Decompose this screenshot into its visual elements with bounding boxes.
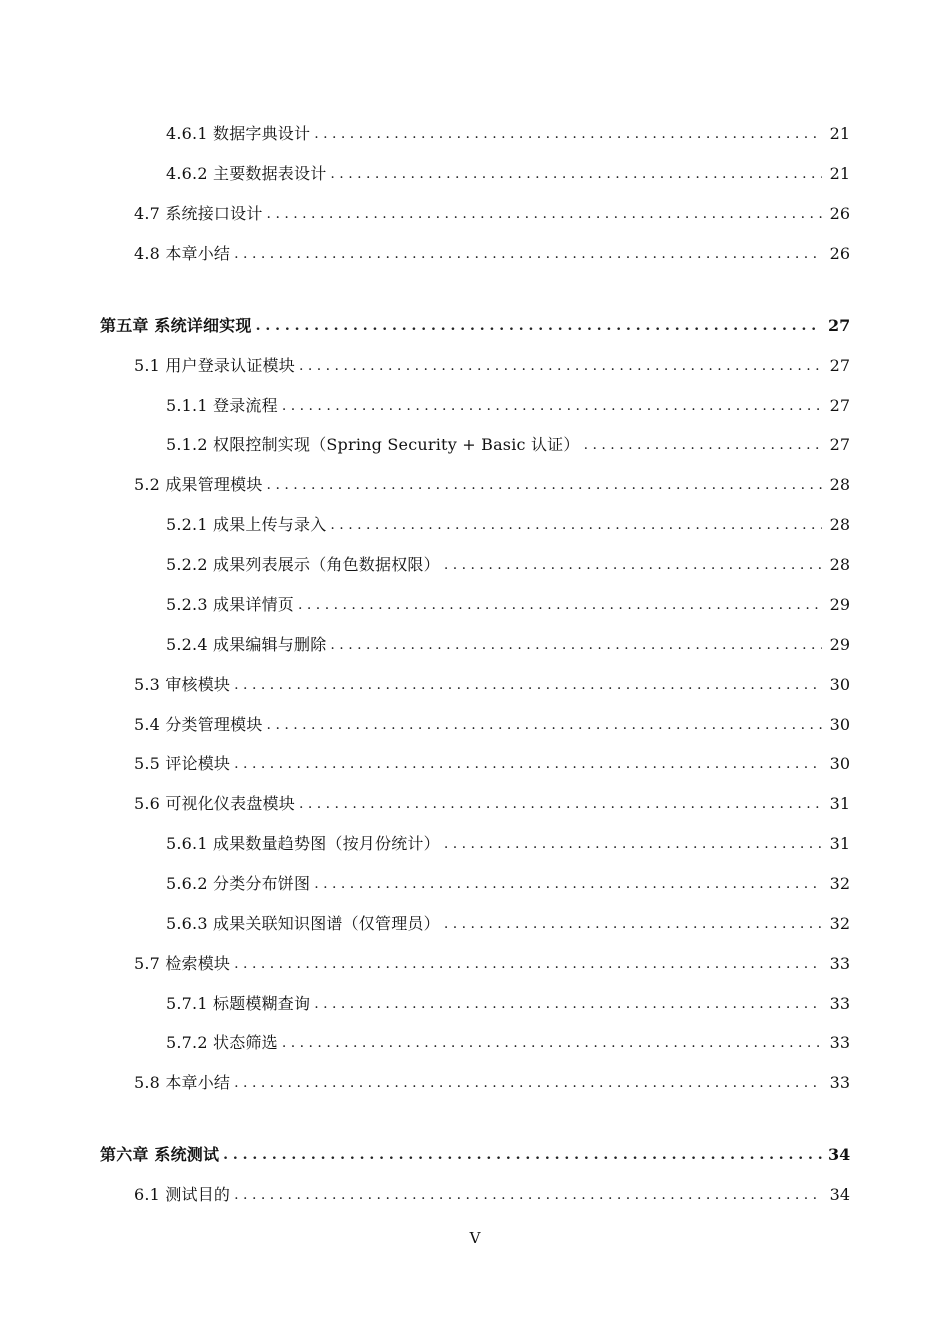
toc-entry-4-6-2[interactable]	[166, 162, 850, 186]
toc-entry-5-6-3[interactable]	[166, 912, 850, 936]
toc-entry-5-6-1[interactable]	[166, 832, 850, 856]
toc-entry-title: 4.7 系统接口设计	[134, 204, 263, 223]
toc-leader-dots	[267, 202, 822, 226]
toc-entry-6-1[interactable]	[134, 1183, 850, 1207]
toc-leader-dots	[299, 354, 822, 378]
toc-leader-dots	[223, 1143, 822, 1167]
toc-entry-title: 4.6.2 主要数据表设计	[166, 164, 327, 183]
toc-leader-dots	[444, 912, 822, 936]
toc-entry-5-1-2[interactable]	[166, 433, 850, 457]
toc-entry-page: 27	[829, 435, 850, 454]
toc-entry-page: 27	[829, 396, 850, 415]
toc-entry-page: 31	[829, 794, 850, 813]
toc-entry-page: 28	[829, 475, 850, 494]
toc-entry-title: 5.8 本章小结	[134, 1073, 231, 1092]
toc-entry-5-6-2[interactable]	[166, 872, 850, 896]
page-number: V	[469, 1229, 481, 1247]
toc-leader-dots	[330, 162, 822, 186]
toc-entry-5-1[interactable]	[134, 354, 850, 378]
toc-leader-dots	[444, 553, 822, 577]
toc-entry-page: 32	[829, 874, 850, 893]
toc-entry-page: 30	[829, 675, 850, 694]
toc-leader-dots	[330, 513, 822, 537]
toc-entry-5-5[interactable]	[134, 752, 850, 776]
toc-entry-title: 第六章 系统测试	[100, 1145, 220, 1164]
toc-leader-dots	[330, 633, 822, 657]
toc-entry-page: 30	[829, 754, 850, 773]
toc-entry-title: 5.7.1 标题模糊查询	[166, 994, 311, 1013]
toc-entry-title: 5.2 成果管理模块	[134, 475, 263, 494]
toc-entry-title: 5.7.2 状态筛选	[166, 1033, 278, 1052]
toc-entry-5-2-2[interactable]	[166, 553, 850, 577]
toc-entry-5-8[interactable]	[134, 1071, 850, 1095]
toc-leader-dots	[234, 673, 822, 697]
toc-entry-title: 5.4 分类管理模块	[134, 715, 263, 734]
toc-entry-page: 30	[829, 715, 850, 734]
toc-entry-title: 5.6 可视化仪表盘模块	[134, 794, 295, 813]
toc-entry-title: 5.1.2 权限控制实现（Spring Security + Basic 认证）	[166, 435, 580, 454]
toc-entry-title: 5.2.3 成果详情页	[166, 595, 294, 614]
toc-entry-chapter-5[interactable]	[100, 314, 850, 338]
toc-entry-title: 5.6.1 成果数量趋势图（按月份统计）	[166, 834, 440, 853]
toc-entry-page: 27	[829, 356, 850, 375]
toc-entry-title: 5.7 检索模块	[134, 954, 231, 973]
toc-leader-dots	[234, 752, 822, 776]
toc-entry-title: 5.2.4 成果编辑与删除	[166, 635, 327, 654]
toc-entry-5-7-2[interactable]	[166, 1031, 850, 1055]
toc-leader-dots	[299, 792, 822, 816]
toc-entry-page: 29	[829, 635, 850, 654]
toc-entry-page: 26	[829, 244, 850, 263]
toc-leader-dots	[282, 394, 822, 418]
toc-entry-title: 5.1 用户登录认证模块	[134, 356, 295, 375]
toc-leader-dots	[234, 952, 822, 976]
toc-entry-page: 26	[829, 204, 850, 223]
toc-entry-page: 32	[829, 914, 850, 933]
toc-entry-title: 5.1.1 登录流程	[166, 396, 278, 415]
toc-entry-title: 5.3 审核模块	[134, 675, 231, 694]
toc-entry-title: 4.6.1 数据字典设计	[166, 124, 311, 143]
toc-entry-page: 28	[829, 555, 850, 574]
toc-entry-page: 21	[829, 164, 850, 183]
toc-entry-title: 第五章 系统详细实现	[100, 316, 252, 335]
toc-leader-dots	[234, 1071, 822, 1095]
toc-entry-4-7[interactable]	[134, 202, 850, 226]
toc-leader-dots	[314, 992, 822, 1016]
toc-entry-title: 6.1 测试目的	[134, 1185, 231, 1204]
toc-leader-dots	[234, 1183, 822, 1207]
toc-entry-5-2[interactable]	[134, 473, 850, 497]
toc-leader-dots	[314, 122, 822, 146]
toc-entry-chapter-6[interactable]	[100, 1143, 850, 1167]
toc-entry-5-2-4[interactable]	[166, 633, 850, 657]
toc-leader-dots	[256, 314, 822, 338]
toc-entry-5-2-3[interactable]	[166, 593, 850, 617]
toc-leader-dots	[298, 593, 822, 617]
toc-leader-dots	[584, 433, 822, 457]
toc-leader-dots	[314, 872, 822, 896]
toc-entry-5-6[interactable]	[134, 792, 850, 816]
toc-entry-title: 5.2.1 成果上传与录入	[166, 515, 327, 534]
toc-entry-page: 34	[828, 1145, 851, 1164]
toc-entry-title: 5.6.2 分类分布饼图	[166, 874, 311, 893]
toc-entry-page: 33	[829, 954, 850, 973]
toc-leader-dots	[267, 473, 822, 497]
toc-entry-page: 33	[829, 1073, 850, 1092]
toc-entry-page: 28	[829, 515, 850, 534]
toc-entry-5-4[interactable]	[134, 713, 850, 737]
toc-entry-page: 29	[829, 595, 850, 614]
toc-entry-title: 5.5 评论模块	[134, 754, 231, 773]
toc-entry-4-6-1[interactable]	[166, 122, 850, 146]
toc-entry-page: 21	[829, 124, 850, 143]
toc-entry-5-2-1[interactable]	[166, 513, 850, 537]
toc-entry-4-8[interactable]	[134, 242, 850, 266]
toc-entry-title: 5.2.2 成果列表展示（角色数据权限）	[166, 555, 440, 574]
toc-entry-page: 27	[828, 316, 851, 335]
toc-entry-5-7[interactable]	[134, 952, 850, 976]
toc-entry-5-3[interactable]	[134, 673, 850, 697]
toc-entry-5-1-1[interactable]	[166, 394, 850, 418]
toc-entry-5-7-1[interactable]	[166, 992, 850, 1016]
toc-leader-dots	[234, 242, 822, 266]
toc-entry-page: 34	[829, 1185, 850, 1204]
toc-leader-dots	[267, 713, 822, 737]
toc-leader-dots	[444, 832, 822, 856]
toc-entry-page: 33	[829, 994, 850, 1013]
toc-entry-page: 33	[829, 1033, 850, 1052]
toc-entry-title: 4.8 本章小结	[134, 244, 231, 263]
toc-leader-dots	[282, 1031, 822, 1055]
toc-entry-title: 5.6.3 成果关联知识图谱（仅管理员）	[166, 914, 440, 933]
toc-entry-page: 31	[829, 834, 850, 853]
